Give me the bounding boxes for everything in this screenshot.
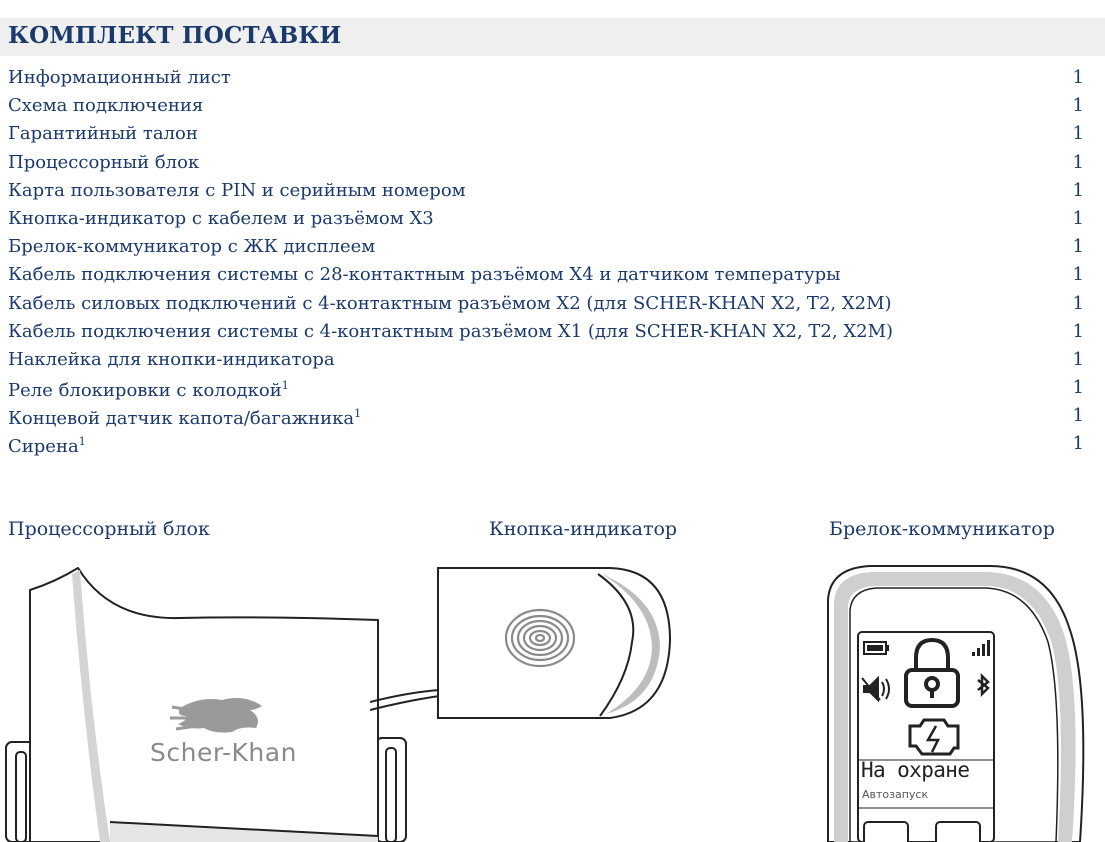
processor-unit-caption: Процессорный блок — [8, 518, 210, 540]
footnote-marker: 1 — [78, 435, 86, 449]
item-quantity: 1 — [1072, 264, 1084, 286]
processor-unit-illustration — [0, 560, 420, 842]
item-quantity: 1 — [1072, 320, 1084, 342]
button-cable — [370, 690, 440, 710]
item-name-text: Реле блокировки с колодкой — [8, 379, 282, 401]
item-quantity: 1 — [1072, 151, 1084, 173]
package-contents-list — [8, 64, 1084, 459]
item-name-text: Сирена — [8, 436, 79, 458]
list-item — [8, 149, 1084, 177]
item-quantity: 1 — [1072, 348, 1084, 370]
list-item — [8, 318, 1084, 346]
list-item — [8, 120, 1084, 148]
item-name: Схема подключения — [8, 95, 204, 117]
item-name: Кнопка-индикатор с кабелем и разъёмом X3 — [8, 208, 434, 230]
list-item — [8, 64, 1084, 92]
item-name: Кабель силовых подключений с 4-контактным разъёмом X2 (для SCHER-KHAN X2, T2, X2M) — [8, 292, 892, 314]
item-name: Гарантийный талон — [8, 123, 198, 145]
item-quantity: 1 — [1072, 207, 1084, 229]
item-name: Процессорный блок — [8, 151, 200, 173]
item-name: Брелок-коммуникатор с ЖК дисплеем — [8, 236, 376, 258]
fob-display — [858, 632, 994, 842]
item-name — [8, 428, 86, 461]
list-item — [8, 177, 1084, 205]
section-title: КОМПЛЕКТ ПОСТАВКИ — [8, 22, 342, 49]
item-name: Карта пользователя с PIN и серийным номером — [8, 179, 466, 201]
item-quantity: 1 — [1072, 236, 1084, 258]
item-name: Наклейка для кнопки-индикатора — [8, 348, 335, 370]
key-fob-caption: Брелок-коммуникатор — [829, 518, 1055, 540]
list-item — [8, 374, 1084, 402]
list-item — [8, 205, 1084, 233]
list-item — [8, 402, 1084, 430]
footnote-marker: 1 — [281, 378, 289, 392]
fob-button-right — [936, 822, 980, 842]
list-item — [8, 290, 1084, 318]
list-item — [8, 261, 1084, 289]
item-quantity: 1 — [1072, 123, 1084, 145]
item-quantity: 1 — [1072, 377, 1084, 399]
item-quantity: 1 — [1072, 405, 1084, 427]
item-quantity: 1 — [1072, 67, 1084, 88]
item-name-text: Концевой датчик капота/багажника — [8, 407, 355, 429]
list-item — [8, 233, 1084, 261]
section-header — [0, 18, 1105, 56]
item-quantity: 1 — [1072, 433, 1084, 455]
footnote-marker: 1 — [354, 406, 362, 420]
item-name: Кабель подключения системы с 28-контактным разъёмом X4 и датчиком температуры — [8, 264, 841, 286]
item-quantity: 1 — [1072, 95, 1084, 117]
list-item — [8, 430, 1084, 458]
item-quantity: 1 — [1072, 292, 1084, 314]
fob-screen-mode: Автозапуск — [862, 788, 929, 801]
item-quantity: 1 — [1072, 179, 1084, 201]
scher-khan-logo: Scher-Khan — [150, 738, 297, 767]
fob-button-left — [864, 822, 908, 842]
list-item — [8, 92, 1084, 120]
fob-screen-status: На охране — [861, 758, 970, 782]
item-name: Кабель подключения системы с 4-контактным разъёмом X1 (для SCHER-KHAN X2, T2, X2M) — [8, 320, 894, 342]
indicator-button-caption: Кнопка-индикатор — [489, 518, 678, 540]
indicator-button-illustration — [370, 560, 690, 730]
item-name: Информационный лист — [8, 67, 231, 89]
list-item — [8, 346, 1084, 374]
